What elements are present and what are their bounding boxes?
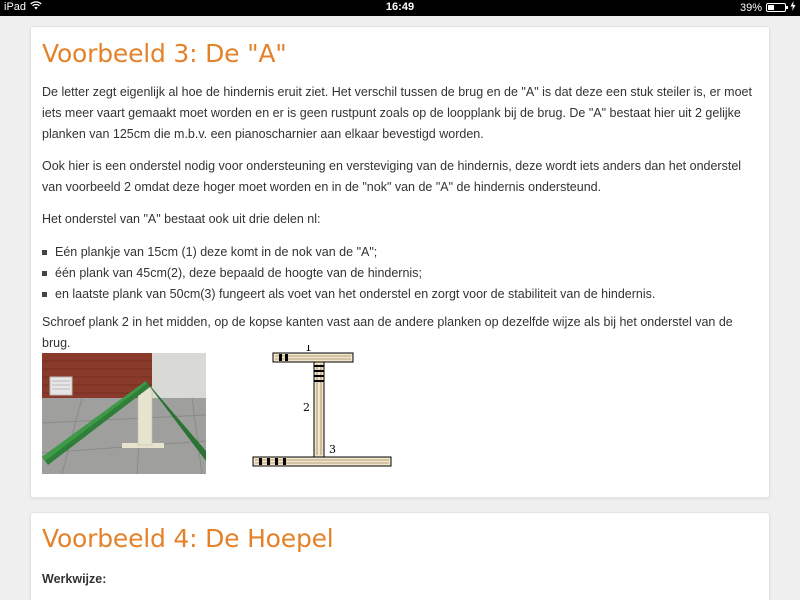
charging-icon [790, 1, 796, 14]
assembly-paragraph: Schroef plank 2 in het midden, op de kopse kanten vast aan de andere planken op dezelfde wijze als bij het onderstel van de brug. [42, 315, 733, 350]
werkwijze-heading: Werkwijze: [42, 572, 107, 586]
bullet-icon [42, 292, 47, 297]
support-paragraph: Ook hier is een onderstel nodig voor ondersteuning en versteviging van de hindernis, deze wordt iets anders dan het onderstel van voorbeeld 2 omdat deze hoger moet worden en in de "nok" van de "A" de hindernis ondersteund. [42, 159, 742, 194]
parts-list [42, 242, 655, 305]
list-item-text: één plank van 45cm(2), deze bepaald de hoogte van de hindernis; [55, 266, 422, 280]
a-frame-photo[interactable] [42, 353, 206, 474]
battery-icon [766, 3, 786, 12]
support-diagram [251, 345, 401, 475]
battery-fill [768, 5, 774, 10]
device-name: iPad [4, 1, 27, 13]
diagram-label-2: 2 [303, 401, 310, 414]
list-item [42, 242, 655, 263]
diagram-label-1: 1 [305, 345, 312, 354]
parts-intro-paragraph: Het onderstel van "A" bestaat ook uit drie delen nl: [42, 212, 321, 226]
battery-percent: 39% [739, 1, 762, 14]
status-right [740, 1, 796, 14]
list-item [42, 284, 655, 305]
bullet-icon [42, 250, 47, 255]
list-item-text: en laatste plank van 50cm(3) fungeert als voet van het onderstel en zorgt voor de stabiliteit van de hindernis. [55, 287, 656, 301]
intro-paragraph: De letter zegt eigenlijk al hoe de hindernis eruit ziet. Het verschil tussen de brug en de "A" is dat deze een stuk steiler is, er moet iets meer vaart gemaakt moet worden en er is geen rustpunt zoals op de loopplank bij de brug. De "A" bestaat hier uit 2 gelijke planken van 125cm die m.b.v. een pianoscharnier aan elkaar bevestigd worden. [42, 85, 752, 141]
status-bar [0, 0, 800, 16]
section-title: Voorbeeld 4: De Hoepel [42, 524, 334, 553]
status-time: 16:49 [385, 1, 415, 13]
bullet-icon [42, 271, 47, 276]
diagram-label-3: 3 [329, 443, 336, 456]
list-item [42, 263, 655, 284]
page-content [0, 16, 800, 600]
section-card-voorbeeld-3 [30, 26, 770, 498]
list-item-text: Eén plankje van 15cm (1) deze komt in de nok van de "A"; [55, 245, 378, 259]
section-title: Voorbeeld 3: De "A" [42, 39, 287, 68]
section-card-voorbeeld-4 [30, 512, 770, 600]
